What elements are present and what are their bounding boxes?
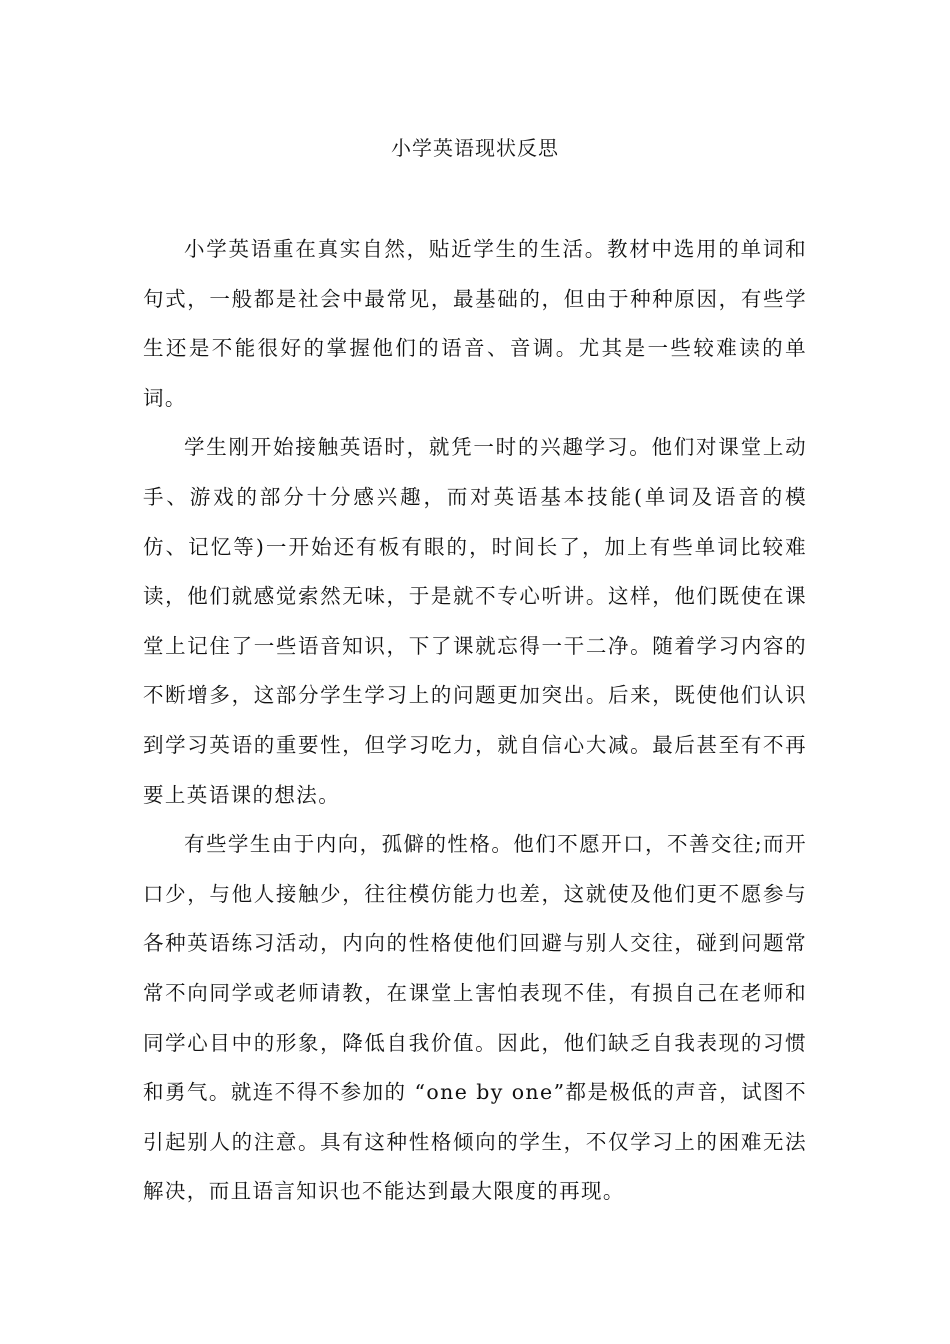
paragraph-2: 学生刚开始接触英语时，就凭一时的兴趣学习。他们对课堂上动手、游戏的部分十分感兴趣，而对英语基本技能(单词及语音的模仿、记忆等)一开始还有板有眼的，时间长了，加上有些单词比较难读，他们就感觉索然无味，于是就不专心听讲。这样，他们既使在课堂上记住了一些语音知识，下了课就忘得一干二净。随着学习内容的不断增多，这部分学生学习上的问题更加突出。后来，既使他们认识到学习英语的重要性，但学习吃力，就自信心大减。最后甚至有不再要上英语课的想法。 xyxy=(143,435,807,807)
document-body xyxy=(143,225,807,1217)
paragraph-1: 小学英语重在真实自然，贴近学生的生活。教材中选用的单词和句式，一般都是社会中最常见，最基础的，但由于种种原因，有些学生还是不能很好的掌握他们的语音、音调。尤其是一些较难读的单词。 xyxy=(143,237,807,410)
document-title: 小学英语现状反思 xyxy=(391,136,559,160)
paragraph-3: 有些学生由于内向，孤僻的性格。他们不愿开口，不善交往;而开口少，与他人接触少，往往模仿能力也差，这就使及他们更不愿参与各种英语练习活动，内向的性格使他们回避与别人交往，碰到问题常常不向同学或老师请教，在课堂上害怕表现不佳，有损自己在老师和同学心目中的形象，降低自我价值。因此，他们缺乏自我表现的习惯和勇气。就连不得不参加的 “one by one”都是极低的声音，试图不引起别人的注意。具有这种性格倾向的学生，不仅学习上的困难无法解决，而且语言知识也不能达到最大限度的再现。 xyxy=(143,832,807,1204)
